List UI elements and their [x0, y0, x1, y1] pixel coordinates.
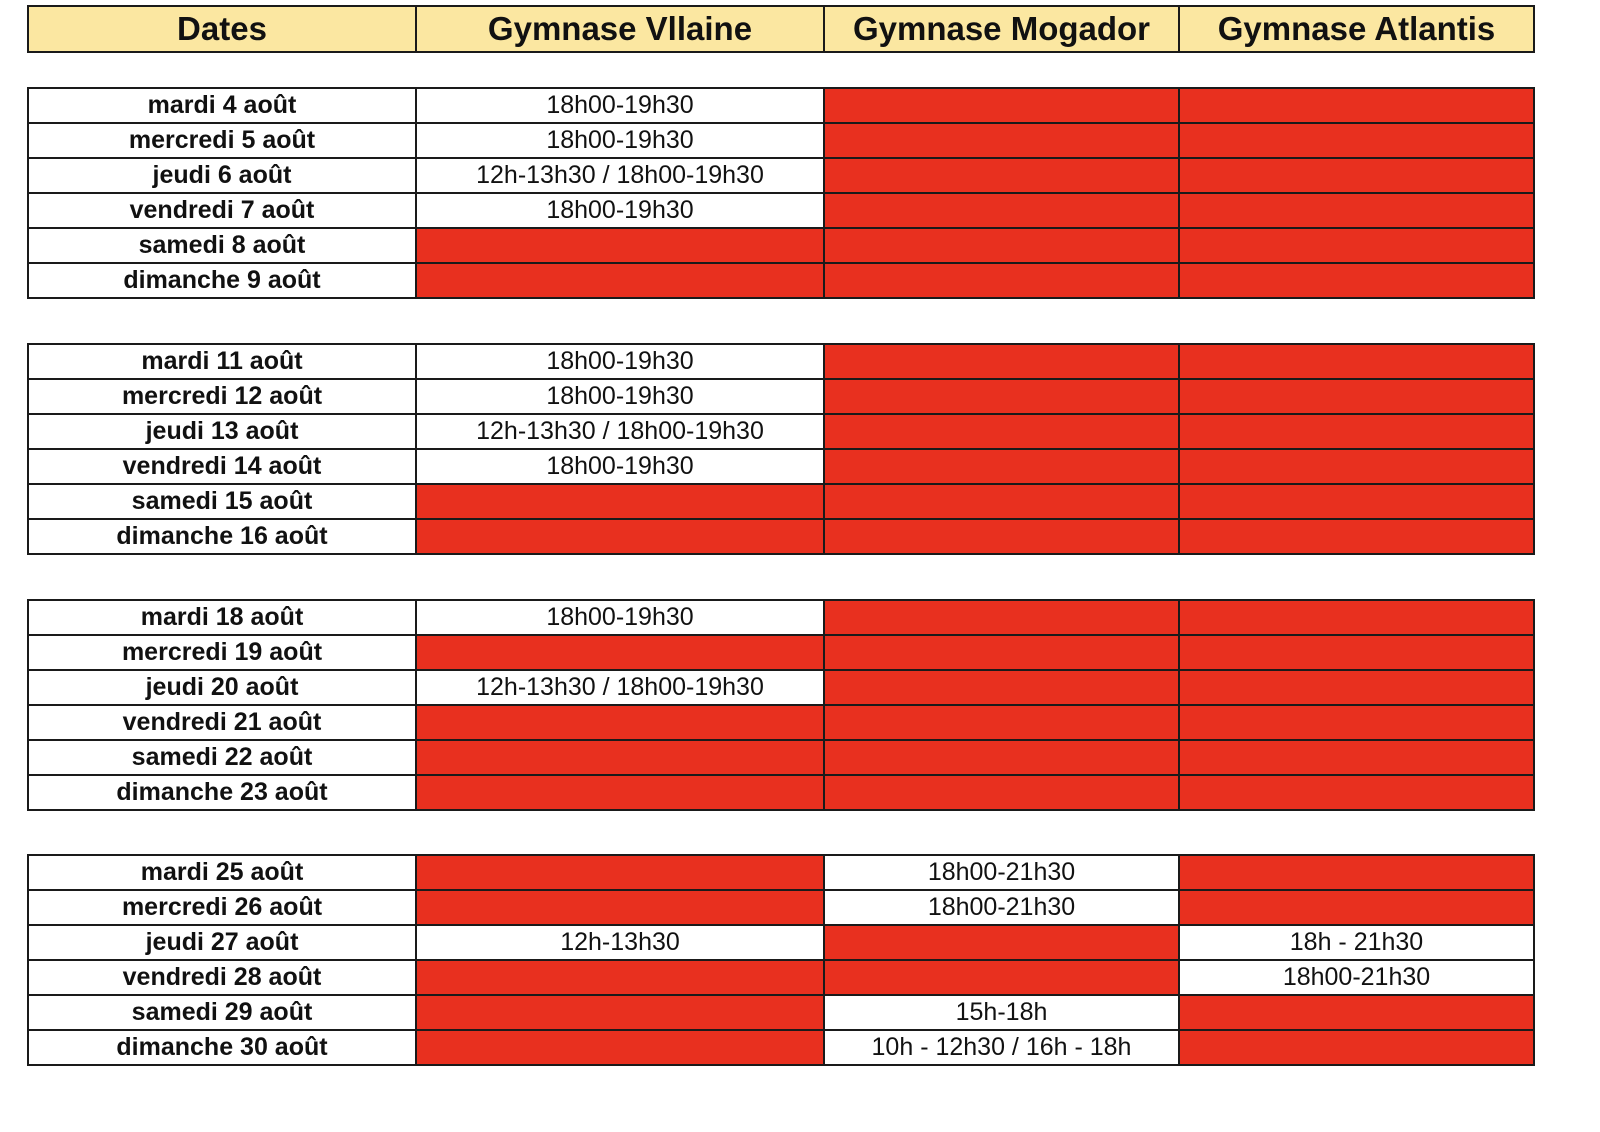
closed-slot-mogador — [824, 449, 1179, 484]
date-cell: mercredi 5 août — [28, 123, 416, 158]
closed-slot-atlantis — [1179, 88, 1534, 123]
time-slot-vllaine: 18h00-19h30 — [416, 193, 824, 228]
closed-slot-atlantis — [1179, 193, 1534, 228]
table-row — [28, 925, 1534, 960]
closed-slot-atlantis — [1179, 379, 1534, 414]
closed-slot-vllaine — [416, 228, 824, 263]
closed-slot-vllaine — [416, 775, 824, 810]
time-slot-vllaine: 12h-13h30 / 18h00-19h30 — [416, 414, 824, 449]
closed-slot-mogador — [824, 484, 1179, 519]
date-cell: mercredi 19 août — [28, 635, 416, 670]
week-table-4 — [27, 854, 1535, 1066]
table-row — [28, 123, 1534, 158]
time-slot-vllaine: 18h00-19h30 — [416, 379, 824, 414]
table-row — [28, 263, 1534, 298]
time-slot-mogador: 18h00-21h30 — [824, 890, 1179, 925]
date-cell: vendredi 7 août — [28, 193, 416, 228]
time-slot-vllaine: 18h00-19h30 — [416, 88, 824, 123]
closed-slot-vllaine — [416, 960, 824, 995]
closed-slot-vllaine — [416, 705, 824, 740]
date-cell: dimanche 23 août — [28, 775, 416, 810]
date-cell: mardi 25 août — [28, 855, 416, 890]
table-row — [28, 158, 1534, 193]
time-slot-mogador: 18h00-21h30 — [824, 855, 1179, 890]
header-gymnase-vllaine: Gymnase Vllaine — [416, 6, 824, 52]
header-gymnase-mogador: Gymnase Mogador — [824, 6, 1179, 52]
table-row — [28, 449, 1534, 484]
time-slot-atlantis: 18h - 21h30 — [1179, 925, 1534, 960]
closed-slot-vllaine — [416, 263, 824, 298]
closed-slot-mogador — [824, 193, 1179, 228]
closed-slot-atlantis — [1179, 635, 1534, 670]
table-row — [28, 705, 1534, 740]
date-cell: mardi 11 août — [28, 344, 416, 379]
date-cell: jeudi 20 août — [28, 670, 416, 705]
date-cell: jeudi 13 août — [28, 414, 416, 449]
closed-slot-mogador — [824, 740, 1179, 775]
table-row — [28, 414, 1534, 449]
table-row — [28, 519, 1534, 554]
table-row — [28, 379, 1534, 414]
closed-slot-mogador — [824, 960, 1179, 995]
closed-slot-mogador — [824, 344, 1179, 379]
closed-slot-vllaine — [416, 855, 824, 890]
closed-slot-atlantis — [1179, 855, 1534, 890]
date-cell: samedi 29 août — [28, 995, 416, 1030]
date-cell: vendredi 28 août — [28, 960, 416, 995]
closed-slot-atlantis — [1179, 519, 1534, 554]
header-dates: Dates — [28, 6, 416, 52]
closed-slot-atlantis — [1179, 600, 1534, 635]
time-slot-vllaine: 12h-13h30 / 18h00-19h30 — [416, 670, 824, 705]
closed-slot-mogador — [824, 925, 1179, 960]
closed-slot-mogador — [824, 379, 1179, 414]
schedule-header — [27, 5, 1535, 53]
closed-slot-vllaine — [416, 1030, 824, 1065]
closed-slot-mogador — [824, 263, 1179, 298]
closed-slot-mogador — [824, 228, 1179, 263]
table-row — [28, 995, 1534, 1030]
closed-slot-atlantis — [1179, 123, 1534, 158]
closed-slot-mogador — [824, 414, 1179, 449]
closed-slot-atlantis — [1179, 995, 1534, 1030]
table-row — [28, 635, 1534, 670]
table-row — [28, 740, 1534, 775]
closed-slot-atlantis — [1179, 670, 1534, 705]
time-slot-vllaine: 18h00-19h30 — [416, 344, 824, 379]
date-cell: vendredi 14 août — [28, 449, 416, 484]
week-table-2 — [27, 343, 1535, 555]
closed-slot-atlantis — [1179, 740, 1534, 775]
table-row — [28, 228, 1534, 263]
table-row — [28, 600, 1534, 635]
date-cell: samedi 15 août — [28, 484, 416, 519]
closed-slot-vllaine — [416, 890, 824, 925]
closed-slot-mogador — [824, 519, 1179, 554]
date-cell: jeudi 6 août — [28, 158, 416, 193]
header-row — [28, 6, 1534, 52]
closed-slot-mogador — [824, 88, 1179, 123]
closed-slot-atlantis — [1179, 775, 1534, 810]
closed-slot-vllaine — [416, 484, 824, 519]
time-slot-vllaine: 18h00-19h30 — [416, 449, 824, 484]
closed-slot-mogador — [824, 158, 1179, 193]
date-cell: dimanche 16 août — [28, 519, 416, 554]
closed-slot-vllaine — [416, 995, 824, 1030]
closed-slot-atlantis — [1179, 484, 1534, 519]
closed-slot-vllaine — [416, 635, 824, 670]
closed-slot-mogador — [824, 600, 1179, 635]
closed-slot-mogador — [824, 705, 1179, 740]
closed-slot-atlantis — [1179, 890, 1534, 925]
closed-slot-vllaine — [416, 519, 824, 554]
date-cell: samedi 8 août — [28, 228, 416, 263]
time-slot-vllaine: 12h-13h30 — [416, 925, 824, 960]
closed-slot-atlantis — [1179, 449, 1534, 484]
date-cell: vendredi 21 août — [28, 705, 416, 740]
closed-slot-mogador — [824, 123, 1179, 158]
time-slot-mogador: 15h-18h — [824, 995, 1179, 1030]
time-slot-mogador: 10h - 12h30 / 16h - 18h — [824, 1030, 1179, 1065]
date-cell: mercredi 26 août — [28, 890, 416, 925]
week-table-3 — [27, 599, 1535, 811]
table-row — [28, 344, 1534, 379]
time-slot-vllaine: 18h00-19h30 — [416, 123, 824, 158]
date-cell: dimanche 9 août — [28, 263, 416, 298]
closed-slot-atlantis — [1179, 228, 1534, 263]
table-row — [28, 855, 1534, 890]
table-row — [28, 775, 1534, 810]
closed-slot-atlantis — [1179, 414, 1534, 449]
closed-slot-vllaine — [416, 740, 824, 775]
header-gymnase-atlantis: Gymnase Atlantis — [1179, 6, 1534, 52]
closed-slot-atlantis — [1179, 158, 1534, 193]
time-slot-vllaine: 12h-13h30 / 18h00-19h30 — [416, 158, 824, 193]
table-row — [28, 88, 1534, 123]
table-row — [28, 484, 1534, 519]
table-row — [28, 193, 1534, 228]
date-cell: dimanche 30 août — [28, 1030, 416, 1065]
date-cell: mardi 4 août — [28, 88, 416, 123]
closed-slot-mogador — [824, 635, 1179, 670]
closed-slot-atlantis — [1179, 344, 1534, 379]
time-slot-atlantis: 18h00-21h30 — [1179, 960, 1534, 995]
table-row — [28, 890, 1534, 925]
time-slot-vllaine: 18h00-19h30 — [416, 600, 824, 635]
date-cell: mardi 18 août — [28, 600, 416, 635]
closed-slot-mogador — [824, 775, 1179, 810]
week-table-1 — [27, 87, 1535, 299]
date-cell: mercredi 12 août — [28, 379, 416, 414]
table-row — [28, 960, 1534, 995]
table-row — [28, 1030, 1534, 1065]
closed-slot-mogador — [824, 670, 1179, 705]
date-cell: jeudi 27 août — [28, 925, 416, 960]
closed-slot-atlantis — [1179, 1030, 1534, 1065]
table-row — [28, 670, 1534, 705]
closed-slot-atlantis — [1179, 705, 1534, 740]
date-cell: samedi 22 août — [28, 740, 416, 775]
closed-slot-atlantis — [1179, 263, 1534, 298]
